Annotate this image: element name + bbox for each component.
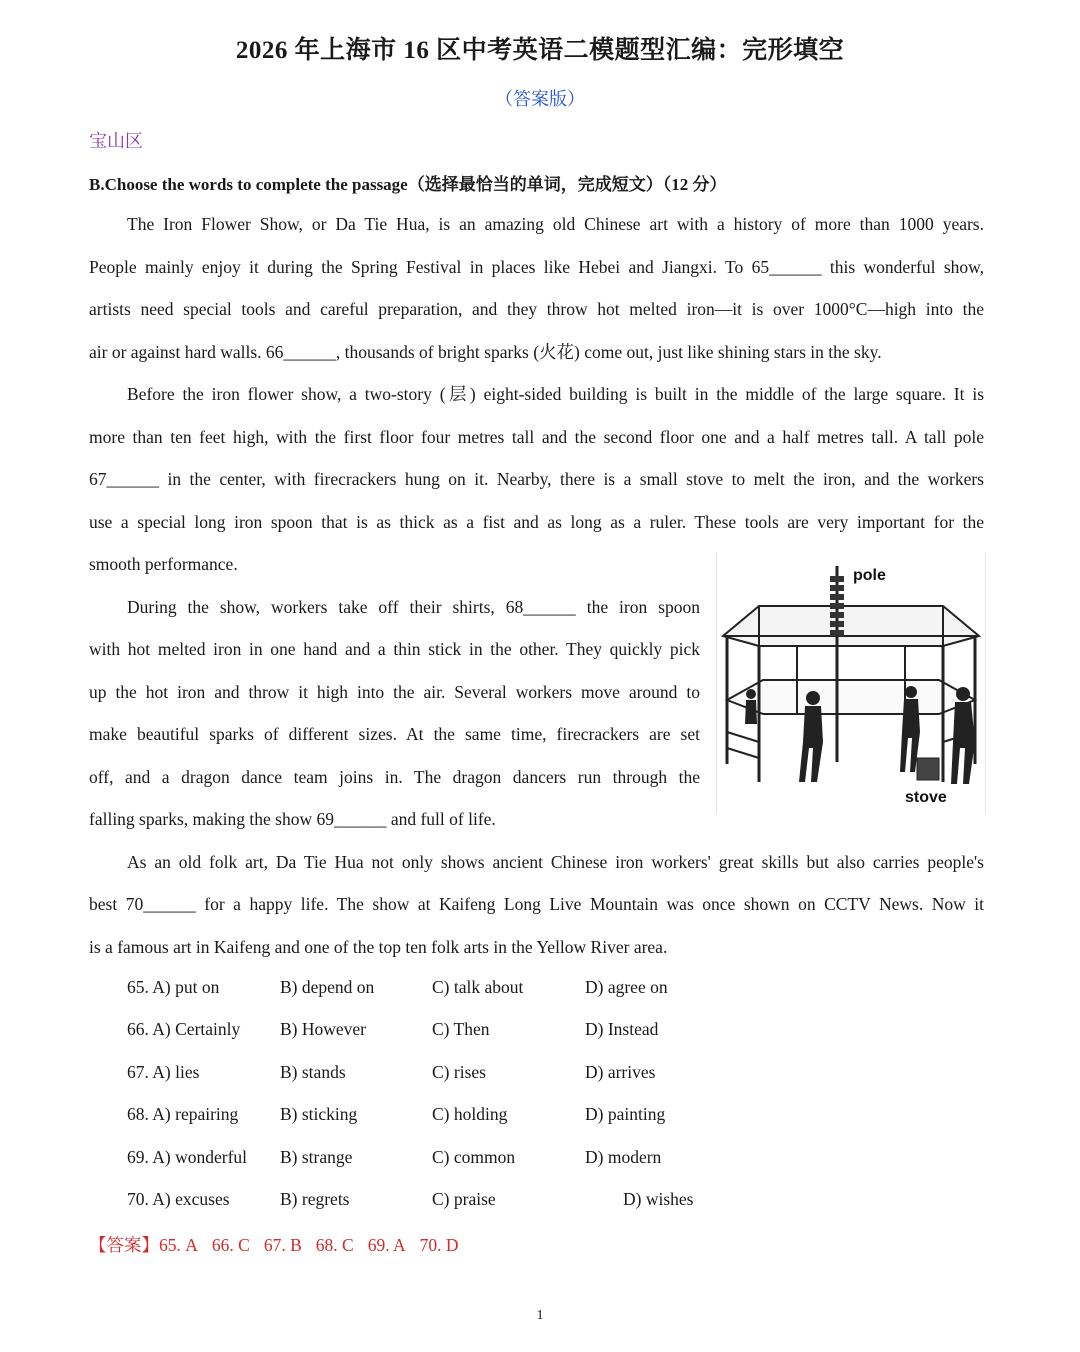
option-d: D) modern [585,1147,662,1167]
answer-item: 67. B [263,1235,302,1255]
option-d: D) Instead [585,1019,659,1039]
option-b: B) However [280,1019,367,1039]
page-title: 2026 年上海市 16 区中考英语二模题型汇编：完形填空 [235,37,845,64]
option-c: C) praise [432,1189,496,1209]
instruction-chinese: （选择最恰当的单词，完成短文）（12 分） [407,175,727,194]
option-b: B) stands [280,1062,346,1082]
passage-line: Before the iron flower show, a two-story (层) eight-sided building is built in the middle of the large square. It is [127,384,984,404]
option-d: D) arrives [585,1062,656,1082]
option-b: B) regrets [280,1189,350,1209]
stove-label: stove [905,789,947,806]
passage-line: falling sparks, making the show 69______ and full of life. [89,809,496,829]
passage-line: air or against hard walls. 66______, thousands of bright sparks (火花) come out, just like shining stars in the sky. [89,342,882,362]
option-b: B) depend on [280,977,375,997]
option-b: B) sticking [280,1104,358,1124]
passage-line: make beautiful sparks of different sizes. At the same time, firecrackers are set [89,724,700,744]
page-number: 1 [536,1308,544,1323]
answer-item: 70. D [419,1235,459,1255]
answer-item: 66. C [211,1235,250,1255]
option-a: 67. A) lies [127,1062,200,1082]
passage-line: During the show, workers take off their shirts, 68______ the iron spoon [127,597,700,617]
page-subtitle: （答案版） [495,89,585,109]
answer-label: 【答案】 [89,1235,159,1255]
answer-key [89,1232,473,1257]
pavilion-drawing [717,552,985,814]
pole-label: pole [853,567,886,584]
passage-line: up the hot iron and throw it high into the air. Several workers move around to [89,682,700,702]
section-instruction [89,170,726,195]
option-c: C) Then [432,1019,490,1039]
option-c: C) rises [432,1062,486,1082]
passage-line: off, and a dragon dance team joins in. The dragon dancers run through the [89,767,700,787]
passage-line: People mainly enjoy it during the Spring Festival in places like Hebei and Jiangxi. To 65______ this wonderful show, [89,257,984,277]
option-a: 65. A) put on [127,977,220,997]
option-a: 69. A) wonderful [127,1147,248,1167]
district-heading: 宝山区 [89,131,143,151]
instruction-english: B.Choose the words to complete the passage [89,175,408,194]
pavilion-illustration [716,552,986,814]
option-d: D) wishes [623,1189,694,1209]
passage-line: is a famous art in Kaifeng and one of the top ten folk arts in the Yellow River area. [89,937,668,957]
answer-item: 68. C [315,1235,354,1255]
passage-line: smooth performance. [89,554,238,574]
option-c: C) holding [432,1104,508,1124]
passage-line: with hot melted iron in one hand and a thin stick in the other. They quickly pick [89,639,700,659]
option-a: 70. A) excuses [127,1189,230,1209]
passage-line: artists need special tools and careful preparation, and they throw hot melted iron—it is over 1000°C—high into the [89,299,984,319]
answer-item: 65. A [159,1235,198,1255]
option-c: C) talk about [432,977,524,997]
passage-line: As an old folk art, Da Tie Hua not only shows ancient Chinese iron workers' great skills but also carries people's [127,852,984,872]
option-b: B) strange [280,1147,353,1167]
option-d: D) painting [585,1104,666,1124]
passage-line: The Iron Flower Show, or Da Tie Hua, is an amazing old Chinese art with a history of more than 1000 years. [127,214,984,234]
passage-line: more than ten feet high, with the first floor four metres tall and the second floor one and a half metres tall. A tall pole [89,427,984,447]
option-a: 68. A) repairing [127,1104,239,1124]
passage-line: use a special long iron spoon that is as thick as a fist and as long as a ruler. These tools are very important for the [89,512,984,532]
option-d: D) agree on [585,977,668,997]
passage-line: best 70______ for a happy life. The show at Kaifeng Long Live Mountain was once shown on CCTV News. Now it [89,894,984,914]
option-a: 66. A) Certainly [127,1019,241,1039]
answer-item: 69. A [367,1235,406,1255]
passage-line: 67______ in the center, with firecrackers hung on it. Nearby, there is a small stove to melt the iron, and the workers [89,469,984,489]
option-c: C) common [432,1147,516,1167]
